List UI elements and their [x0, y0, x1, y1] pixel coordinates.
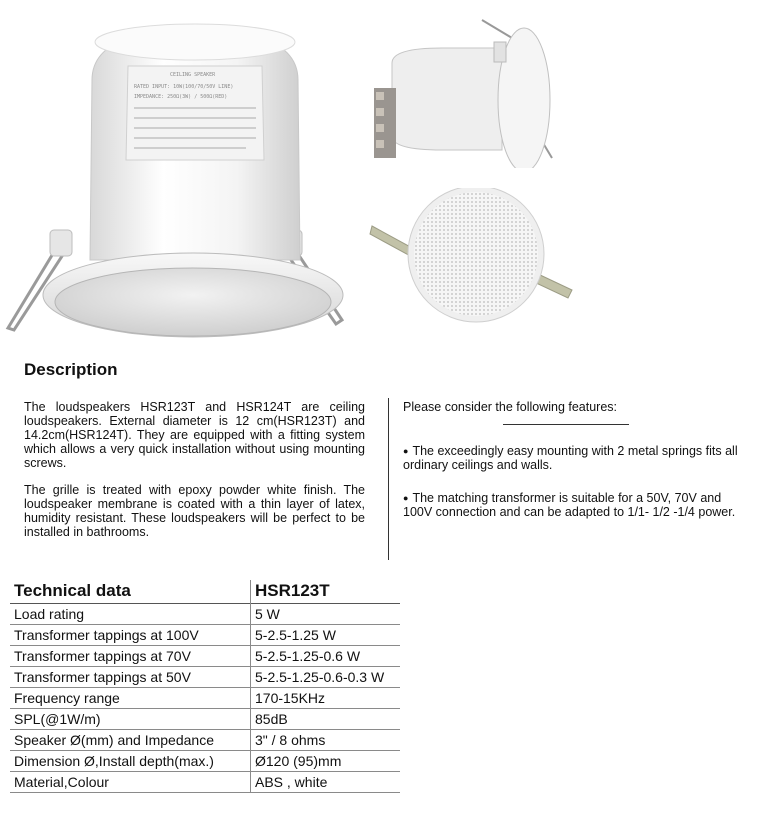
description-paragraph-2: The grille is treated with epoxy powder white finish. The loudspeaker membrane is coated with a thin layer of latex, humidity resistant. These loudspeakers will be perfect to be installed in bathrooms.: [24, 483, 365, 539]
spec-label: Transformer tappings at 70V: [10, 646, 251, 667]
label-line-3: IMPEDANCE: 250Ω(3W) / 500Ω(RED): [134, 94, 228, 100]
table-row: [10, 730, 400, 751]
table-row: [10, 604, 400, 625]
table-row: [10, 646, 400, 667]
description-text: [24, 400, 365, 552]
table-row: [10, 625, 400, 646]
table-row: [10, 772, 400, 793]
features-intro: Please consider the following features:: [403, 400, 618, 414]
features-panel: [403, 400, 751, 519]
label-line-1: CEILING SPEAKER: [170, 72, 216, 78]
description-paragraph-1: The loudspeakers HSR123T and HSR124T are ceiling loudspeakers. External diameter is 12 cm(HSR123T) and 14.2cm(HSR124T). They are equipped with a fitting system which allows a very quick installation without using mounting screws.: [24, 400, 365, 470]
column-divider: [388, 398, 389, 560]
table-row: [10, 688, 400, 709]
spec-value: 5-2.5-1.25-0.6-0.3 W: [255, 669, 385, 685]
speaker-photo-main: [0, 10, 350, 340]
feature-item: ● The exceedingly easy mounting with 2 metal springs fits all ordinary ceilings and walls.: [403, 444, 751, 472]
table-row: [10, 751, 400, 772]
table-row: [10, 709, 400, 730]
table-row: [10, 667, 400, 688]
spec-label: SPL(@1W/m): [10, 709, 251, 730]
spec-label: Material,Colour: [10, 772, 251, 793]
table-header-row: [10, 580, 400, 604]
spec-label: Frequency range: [10, 688, 251, 709]
intro-underline: [503, 424, 629, 425]
features-list: [403, 444, 751, 519]
spec-value: ABS , white: [255, 774, 328, 790]
feature-item: ● The matching transformer is suitable for a 50V, 70V and 100V connection and can be adapted to 1/1- 1/2 -1/4 power.: [403, 491, 751, 519]
speaker-photo-side: [362, 18, 562, 168]
technical-data-table: [10, 580, 400, 793]
spec-value: 5-2.5-1.25-0.6 W: [255, 648, 361, 664]
technical-data-heading: Technical data: [10, 580, 251, 604]
spec-label: Speaker Ø(mm) and Impedance: [10, 730, 251, 751]
spec-label: Load rating: [10, 604, 251, 625]
spec-value: 170-15KHz: [255, 690, 326, 706]
model-heading: HSR123T: [255, 581, 330, 600]
spec-value: 3" / 8 ohms: [255, 732, 326, 748]
spec-label: Transformer tappings at 50V: [10, 667, 251, 688]
speaker-photo-front: [366, 188, 576, 323]
spec-label: Transformer tappings at 100V: [10, 625, 251, 646]
label-line-2: RATED INPUT: 10W(100/70/50V LINE): [134, 84, 234, 90]
spec-label: Dimension Ø,Install depth(max.): [10, 751, 251, 772]
description-heading: Description: [24, 360, 118, 379]
spec-value: Ø120 (95)mm: [255, 753, 342, 769]
spec-value: 5-2.5-1.25 W: [255, 627, 336, 643]
spec-value: 85dB: [255, 711, 288, 727]
spec-value: 5 W: [255, 606, 280, 622]
